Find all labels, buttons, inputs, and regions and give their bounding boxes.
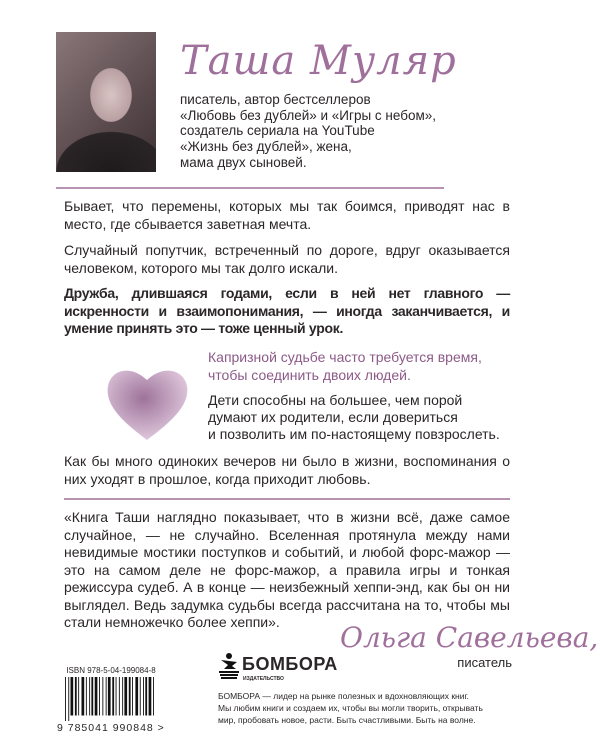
bold-paragraph: Дружба, длившаяся годами, если в ней нет главного — искренности и взаимопонимания, — иногда заканчивается, и умение принять это — тоже ценный урок. bbox=[64, 285, 510, 336]
publisher-logo-icon bbox=[218, 652, 240, 680]
review-quote: «Книга Таши наглядно показывает, что в жизни всё, даже самое случайное, — не случайно. Вселенная протянула между нами невидимые мостики поступков и событий, и любой форс-мажор — это на самом деле не форс-мажор, а правила игры и тонкая режиссура судеб. А в конце — неизбежный хеппи-энд, как бы он ни выглядел. Ведь задумка судьбы всегда рассчитана на то, чтобы мы стали немножечко более хеппи». bbox=[64, 509, 510, 630]
barcode-bar bbox=[153, 677, 154, 716]
barcode-bar bbox=[129, 677, 131, 716]
barcode-bar bbox=[116, 677, 117, 716]
author-bio bbox=[180, 92, 436, 171]
text-line: думают их родители, если довериться bbox=[208, 409, 458, 425]
about-line: Мы любим книги и создаем их, чтобы вы могли творить, открывать bbox=[218, 703, 483, 713]
isbn: ISBN 978-5-04-199084-8 bbox=[66, 666, 156, 675]
barcode-bar bbox=[149, 677, 152, 716]
barcode-bar bbox=[112, 677, 114, 716]
about-line: мир, пробовать новое, расти. Быть счастливыми. Быть на волне. bbox=[218, 715, 476, 725]
publisher-subtitle: ИЗДАТЕЛЬСТВО bbox=[243, 676, 284, 682]
bio-line: мама двух сыновей. bbox=[180, 154, 307, 170]
about-line: БОМБОРА — лидер на рынке полезных и вдохновляющих книг. bbox=[218, 691, 469, 701]
paragraph: Случайный попутчик, встреченный по дороге, вдруг оказывается человеком, которого мы так долго искали. bbox=[64, 242, 510, 276]
barcode-bar bbox=[102, 677, 103, 716]
reviewer-role: писатель bbox=[457, 655, 512, 670]
barcode-bar bbox=[108, 677, 111, 716]
barcode-bar bbox=[119, 677, 120, 716]
divider bbox=[64, 498, 510, 500]
paragraph bbox=[208, 392, 500, 443]
publisher-name: БОМБОРА bbox=[242, 654, 338, 674]
author-photo bbox=[56, 32, 156, 172]
highlight-line: Капризной судьбе часто требуется время, bbox=[208, 349, 482, 365]
barcode-bar bbox=[124, 677, 127, 716]
text-line: и позволить им по-настоящему повзрослеть. bbox=[208, 426, 500, 442]
barcode bbox=[65, 677, 155, 721]
barcode-bar bbox=[122, 677, 123, 716]
paragraph: Бывает, что перемены, которых мы так боимся, приводят нас в место, где сбывается заветная мечта. bbox=[64, 198, 510, 232]
barcode-bar bbox=[106, 677, 107, 716]
bio-line: «Любовь без дублей» и «Игры с небом», bbox=[180, 107, 436, 123]
barcode-bar bbox=[140, 677, 141, 716]
highlight-line: чтобы соединить двоих людей. bbox=[208, 367, 411, 383]
barcode-bar bbox=[143, 677, 144, 716]
barcode-bar bbox=[91, 677, 93, 716]
barcode-bar bbox=[86, 677, 87, 716]
fingerprint-heart-icon bbox=[100, 362, 195, 442]
text-line: Дети способны на большее, чем порой bbox=[208, 392, 463, 408]
barcode-bar bbox=[99, 677, 100, 716]
barcode-bar bbox=[68, 677, 69, 721]
barcode-bar bbox=[78, 677, 79, 716]
bio-line: писатель, автор бестселлеров bbox=[180, 92, 371, 107]
barcode-bar bbox=[95, 677, 98, 716]
author-name-signature: Таша Муляр bbox=[180, 38, 457, 84]
barcode-bar bbox=[89, 677, 90, 716]
barcode-number: 9 785041 990848 > bbox=[57, 722, 165, 734]
barcode-bar bbox=[75, 677, 77, 716]
barcode-bar bbox=[132, 677, 133, 716]
divider bbox=[56, 187, 444, 189]
barcode-bar bbox=[145, 677, 147, 716]
bio-line: «Жизнь без дублей», жена, bbox=[180, 139, 352, 155]
barcode-bar bbox=[65, 677, 66, 721]
highlight-text bbox=[208, 348, 482, 384]
paragraph: Как бы много одиноких вечеров ни было в жизни, воспоминания о них уходят в прошлое, когда приходит любовь. bbox=[64, 453, 510, 487]
publisher-about bbox=[218, 690, 483, 726]
barcode-bar bbox=[135, 677, 138, 716]
barcode-bar bbox=[71, 677, 74, 716]
bio-line: создатель сериала на YouTube bbox=[180, 123, 375, 139]
barcode-bar bbox=[82, 677, 85, 716]
reviewer-signature: Ольга Савельева, bbox=[340, 621, 599, 654]
